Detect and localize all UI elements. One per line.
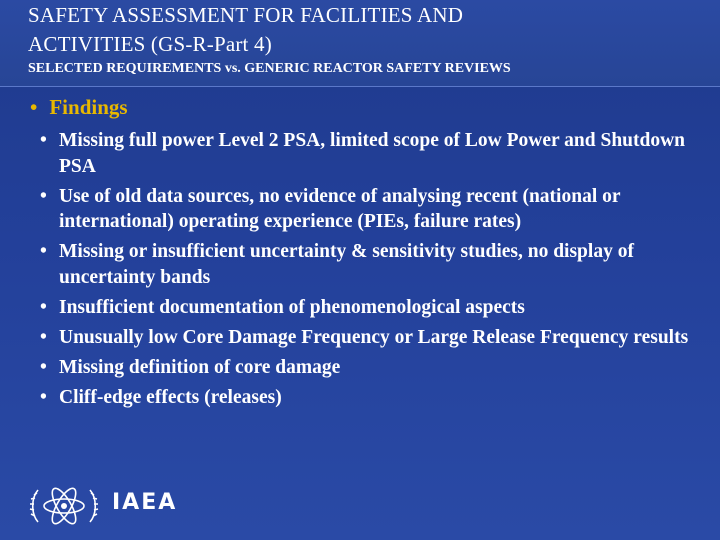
slide-title-line-2: ACTIVITIES (GS-R-Part 4) — [28, 32, 272, 56]
list-bullet: • — [40, 185, 47, 207]
list-item — [40, 295, 708, 321]
title-divider — [0, 86, 720, 87]
list-bullet: • — [40, 130, 47, 151]
list-bullet: • — [40, 326, 47, 348]
slide-title-line-1: SAFETY ASSESSMENT FOR FACILITIES AND — [28, 3, 464, 27]
list-item-text: Use of old data sources, no evidence of analysing recent (national or international) operating experience (PIEs, failure rates) — [59, 185, 621, 232]
list-item — [40, 184, 708, 235]
list-item-text: Missing full power Level 2 PSA, limited scope of Low Power and Shutdown PSA — [59, 130, 686, 177]
findings-list — [40, 128, 708, 415]
list-bullet: • — [40, 296, 47, 318]
list-item — [40, 385, 708, 411]
iaea-logo — [28, 482, 178, 530]
list-bullet: • — [40, 356, 47, 378]
iaea-atom-emblem-icon — [28, 482, 100, 530]
title-band — [0, 0, 720, 86]
section-heading — [30, 93, 128, 121]
heading-bullet: • — [30, 95, 38, 119]
list-item-text: Insufficient documentation of phenomenological aspects — [59, 296, 525, 318]
list-item — [40, 128, 708, 179]
list-item-text: Unusually low Core Damage Frequency or Large Release Frequency results — [59, 326, 689, 348]
logo-text: IAEA — [112, 490, 178, 515]
list-bullet: • — [40, 241, 47, 262]
list-bullet: • — [40, 386, 47, 408]
list-item — [40, 239, 708, 290]
section-heading-label: Findings — [49, 95, 128, 119]
slide-subtitle: SELECTED REQUIREMENTS vs. GENERIC REACTOR SAFETY REVIEWS — [28, 61, 511, 76]
list-item — [40, 355, 708, 381]
list-item-text: Cliff-edge effects (releases) — [59, 386, 282, 408]
list-item-text: Missing or insufficient uncertainty & sensitivity studies, no display of uncertainty bands — [59, 241, 634, 288]
list-item — [40, 325, 708, 351]
list-item-text: Missing definition of core damage — [59, 356, 341, 378]
